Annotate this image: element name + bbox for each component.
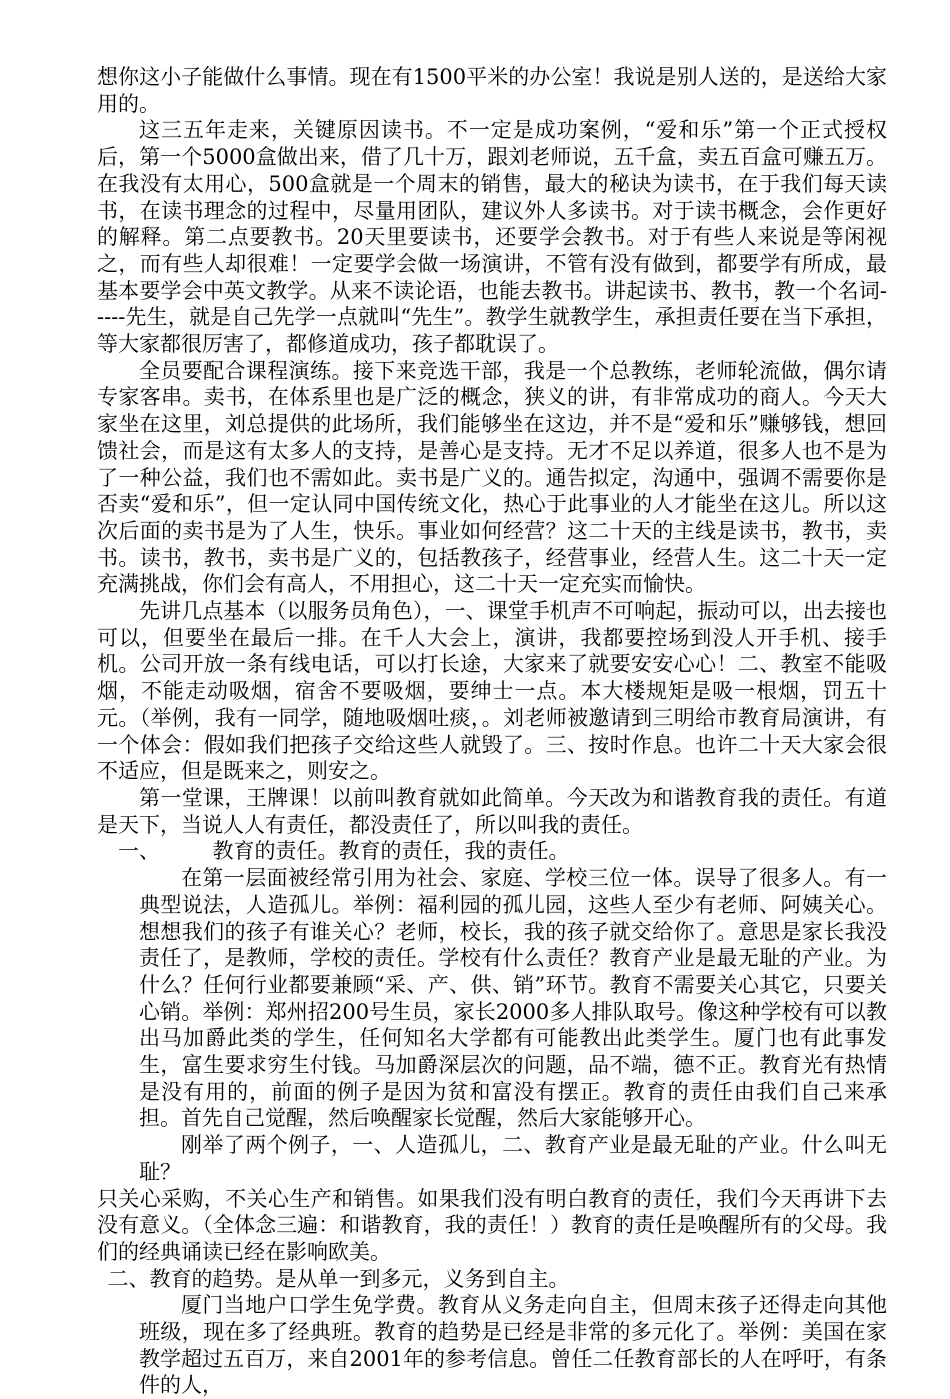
paragraph-reading: 这三五年走来，关键原因读书。不一定是成功案例，“爱和乐”第一个正式授权后，第一个5000盒做出来，借了几十万，跟刘老师说，五千盒，卖五百盒可赚五万。在我没有太用心，500盒就是一个周末的销售，最大的秘诀为读书，在于我们每天读书，在读书理念的过程中，尽量用团队，建议外人多读书。对于读书概念，会作更好的解释。第二点要教书。20天里要读书，还要学会教书。对于有些人来说是等闲视之，而有些人却很难！一定要学会做一场演讲，不管有没有做到，都要学有所成，最基本要学会中英文教学。从来不读论语，也能去教书。讲起读书、教书，教一个名词-----先生，就是自己先学一点就叫“先生”。教学生就教学生，承担责任要在当下承担，等大家都很厉害了，都修道成功，孩子都耽误了。: [97, 118, 887, 357]
document-page: [97, 64, 887, 1399]
paragraph-trend: 厦门当地户口学生免学费。教育从义务走向自主，但周末孩子还得走向其他班级，现在多了经典班。教育的趋势是已经是非常的多元化了。举例：美国在家教学超过五百万，来自2001年的参考信息。曾任二任教育部长的人在呼吁，有条件的人，: [139, 1293, 887, 1398]
section-heading-2: 二、教育的趋势。是从单一到多元，义务到自主。: [107, 1266, 570, 1291]
section-heading-1: [97, 838, 887, 865]
section-heading-1-text: 教育的责任。教育的责任，我的责任。: [212, 839, 570, 864]
paragraph-examples: 刚举了两个例子，一、人造孤儿，二、教育产业是最无耻的产业。什么叫无耻？: [139, 1133, 887, 1184]
paragraph-examples-continued: 只关心采购，不关心生产和销售。如果我们没有明白教育的责任，我们今天再讲下去没有意义。（全体念三遍：和谐教育，我的责任！）教育的责任是唤醒所有的父母。我们的经典诵读已经在影响欧美。: [97, 1186, 887, 1264]
paragraph-responsibility: 在第一层面被经常引用为社会、家庭、学校三位一体。误导了很多人。有一典型说法，人造孤儿。举例：福利园的孤儿园，这些人至少有老师、阿姨关心。想想我们的孩子有谁关心？老师，校长，我的孩子就交给你了。意思是家长我没责任了，是教师，学校的责任。学校有什么责任？教育产业是最无耻的产业。为什么？任何行业都要兼顾“采、产、供、销”环节。教育不需要关心其它，只要关心销。举例：郑州招200号生员，家长2000多人排队取号。像这种学校有可以教出马加爵此类的学生，任何知名大学都有可能教出此类学生。厦门也有此事发生，富生要求穷生付钱。马加爵深层次的问题，品不端，德不正。教育光有热情是没有用的，前面的例子是因为贫和富没有摆正。教育的责任由我们自己来承担。首先自己觉醒，然后唤醒家长觉醒，然后大家能够开心。: [139, 866, 887, 1131]
paragraph-intro: 想你这小子能做什么事情。现在有1500平米的办公室！我说是别人送的，是送给大家用的。: [97, 65, 887, 116]
section-heading-1-number: 一、: [118, 839, 160, 864]
paragraph-basic-rules: 先讲几点基本（以服务员角色），一、课堂手机声不可响起，振动可以，出去接也可以，但要坐在最后一排。在千人大会上，演讲，我都要控场到没人开手机、接手机。公司开放一条有线电话，可以打长途，大家来了就要安安心心！二、教室不能吸烟，不能走动吸烟，宿舍不要吸烟，要绅士一点。本大楼规矩是吸一根烟，罚五十元。（举例，我有一同学，随地吸烟吐痰，。刘老师被邀请到三明给市教育局演讲，有一个体会：假如我们把孩子交给这些人就毁了。三、按时作息。也许二十天大家会很不适应，但是既来之，则安之。: [97, 599, 887, 784]
paragraph-selling-books: 全员要配合课程演练。接下来竞选干部，我是一个总教练，老师轮流做，偶尔请专家客串。卖书，在体系里也是广泛的概念，狭义的讲，有非常成功的商人。今天大家坐在这里，刘总提供的此场所，我们能够坐在这边，并不是“爱和乐”赚够钱，想回馈社会，而是这有太多人的支持，是善心是支持。无才不足以养道，很多人也不是为了一种公益，我们也不需如此。卖书是广义的。通告拟定，沟通中，强调不需要你是否卖“爱和乐”，但一定认同中国传统文化，热心于此事业的人才能坐在这儿。所以这次后面的卖书是为了人生，快乐。事业如何经营？这二十天的主线是读书，教书，卖书。读书，教书，卖书是广义的，包括教孩子，经营事业，经营人生。这二十天一定充满挑战，你们会有高人，不用担心，这二十天一定充实而愉快。: [97, 358, 887, 597]
paragraph-first-lesson: 第一堂课，王牌课！以前叫教育就如此简单。今天改为和谐教育我的责任。有道是天下，当说人人有责任，都没责任了，所以叫我的责任。: [97, 785, 887, 837]
